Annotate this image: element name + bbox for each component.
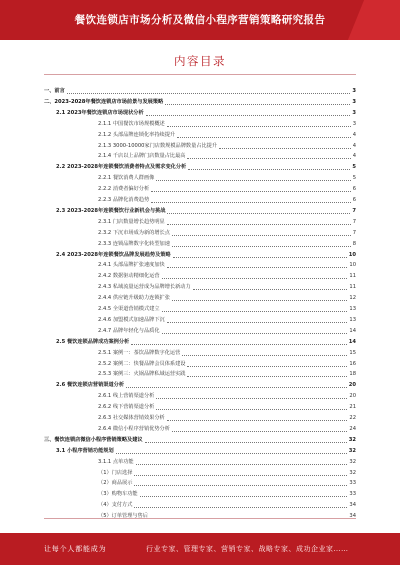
toc-dot-leader: [187, 158, 350, 159]
toc-entry[interactable]: [56, 162, 356, 173]
toc-dot-leader: [146, 115, 351, 116]
footer-slogan-right: 行业专家、管理专家、营销专家、战略专家、成功企业家……: [146, 545, 349, 553]
toc-entry-title: 2.4.5 全渠道营销模式建立: [98, 306, 160, 312]
toc-entry-page: 34: [349, 502, 356, 509]
toc-entry-title: 2.1 2023年餐饮连锁店市场现状分析: [56, 109, 144, 116]
toc-top-divider: [44, 74, 356, 75]
toc-entry-page: 10: [348, 251, 356, 258]
toc-dot-leader: [67, 93, 351, 94]
toc-entry-title: 三、餐饮连锁店微信小程序营销策略及建议: [44, 436, 143, 443]
toc-dot-leader: [167, 322, 348, 323]
toc-entry[interactable]: [98, 457, 356, 468]
toc-entry[interactable]: [98, 239, 356, 250]
toc-entry-page: 32: [349, 458, 356, 465]
toc-entry[interactable]: [98, 413, 356, 424]
toc-entry-page: 4: [352, 131, 356, 138]
toc-entry[interactable]: [44, 435, 356, 446]
toc-entry[interactable]: [98, 141, 356, 152]
toc-dot-leader: [167, 224, 351, 225]
toc-entry-page: 33: [349, 480, 356, 487]
toc-entry[interactable]: [98, 173, 356, 184]
toc-entry[interactable]: [98, 195, 356, 206]
toc-entry-title: 3.1 小程序营销功能规划: [56, 447, 114, 454]
toc-entry-page: 6: [352, 197, 356, 203]
toc-dot-leader: [134, 485, 347, 486]
toc-dot-leader: [162, 311, 348, 312]
toc-entry-title: （4）支付方式: [98, 502, 133, 509]
toc-dot-leader: [182, 355, 347, 356]
footer-slogan-left: 让每个人都能成为: [44, 545, 107, 553]
toc-entry-page: 8: [352, 240, 356, 247]
toc-entry-page: 7: [352, 218, 356, 225]
toc-entry-page: 32: [348, 436, 356, 443]
toc-dot-leader: [156, 180, 350, 181]
toc-entry-title: 2.5.1 案例一：茶饮品牌数字化运营: [98, 349, 181, 356]
toc-dot-leader: [145, 442, 347, 443]
toc-entry-page: 20: [349, 393, 356, 400]
toc-entry[interactable]: [98, 260, 356, 271]
toc-entry-title: 2.1.4 千店以上品牌门店数量占比最高: [98, 153, 186, 160]
toc-entry[interactable]: [98, 500, 356, 511]
toc-entry-title: 2.2 2023-2028年连锁餐饮消费者特点及需求变化分析: [56, 164, 187, 171]
toc-dot-leader: [172, 235, 351, 236]
toc-dot-leader: [167, 267, 348, 268]
toc-entry-title: 2.6.4 微信小程序营销优势分析: [98, 425, 170, 432]
toc-entry[interactable]: [98, 119, 356, 130]
toc-entry-page: 13: [349, 316, 356, 323]
toc-entry-page: 6: [352, 186, 356, 193]
toc-entry[interactable]: [98, 151, 356, 162]
toc-entry-page: 22: [349, 415, 356, 421]
toc-entry[interactable]: [56, 337, 356, 348]
toc-entry-title: 2.3 2023-2028年连锁餐饮行业新机会与挑战: [56, 207, 166, 214]
toc-entry-page: 7: [352, 229, 356, 236]
toc-entry[interactable]: [98, 130, 356, 141]
toc-entry-title: 2.4.4 供应链升级助力连锁扩张: [98, 295, 170, 302]
toc-entry-title: 2.5.3 案例三：火锅品牌私域运营实践: [98, 371, 186, 378]
toc-entry[interactable]: [56, 206, 356, 217]
toc-entry-title: 2.1.2 头部品牌连锁化率持续提升: [98, 131, 176, 138]
report-header-banner: [0, 0, 400, 40]
toc-entry[interactable]: [56, 108, 356, 119]
toc-dot-leader: [136, 464, 348, 465]
toc-entry-page: 24: [349, 425, 356, 432]
toc-entry[interactable]: [98, 304, 356, 315]
report-title: 餐饮连锁店市场分析及微信小程序营销策略研究报告: [74, 14, 326, 26]
toc-entry-title: 2.6.2 线下营销渠道分析: [98, 404, 155, 411]
toc-entry-page: 11: [349, 284, 356, 291]
toc-dot-leader: [167, 213, 350, 214]
toc-entry[interactable]: [44, 97, 356, 108]
toc-entry[interactable]: [98, 184, 356, 195]
toc-entry-page: 18: [349, 371, 356, 378]
toc-entry[interactable]: [56, 380, 356, 391]
toc-entry-title: 2.3.2 下沉市场成为新的增长点: [98, 229, 170, 236]
toc-entry-page: 15: [349, 349, 356, 356]
toc-entry-title: 二、2023-2028年餐饮连锁店市场前景与发展策略: [44, 98, 164, 105]
toc-entry[interactable]: [44, 86, 356, 97]
toc-entry-title: 2.2.1 餐饮消费人群画像: [98, 175, 155, 182]
toc-entry-page: 34: [349, 513, 356, 520]
toc-entry[interactable]: [98, 282, 356, 293]
toc-entry[interactable]: [98, 424, 356, 435]
toc-entry-page: 3: [352, 88, 356, 94]
toc-entry[interactable]: [98, 326, 356, 337]
toc-entry[interactable]: [98, 217, 356, 228]
toc-dot-leader: [151, 202, 351, 203]
toc-dot-leader: [177, 137, 351, 138]
toc-entry-title: 2.6.1 线上营销渠道分析: [98, 393, 155, 400]
toc-dot-leader: [151, 191, 351, 192]
toc-bottom-divider: [44, 518, 356, 519]
toc-entry[interactable]: [98, 511, 356, 522]
toc-entry-title: （2）商品展示: [98, 480, 133, 487]
toc-dot-leader: [134, 507, 347, 508]
toc-entry-page: 21: [349, 404, 356, 411]
toc-entry-page: 14: [348, 338, 356, 345]
toc-entry-page: 3: [352, 109, 356, 116]
toc-entry[interactable]: [98, 468, 356, 479]
toc-dot-leader: [187, 366, 347, 367]
toc-entry-title: 2.5 餐饮连锁品牌成功案例分析: [56, 338, 130, 345]
toc-entry[interactable]: [56, 250, 356, 261]
toc-entry[interactable]: [98, 271, 356, 282]
toc-entry-title: 2.4.6 加盟模式加速品牌下沉: [98, 316, 165, 323]
toc-dot-leader: [162, 333, 348, 334]
toc-dot-leader: [156, 398, 347, 399]
toc-entry-page: 5: [352, 175, 356, 182]
toc-dot-leader: [131, 344, 347, 345]
toc-entry-title: 2.1.1 中国餐饮市场规模概述: [98, 120, 165, 127]
toc-entry-page: 20: [348, 382, 356, 389]
toc-entry-page: 5: [352, 164, 356, 171]
toc-entry-title: 2.4.2 数据驱动精细化运营: [98, 273, 160, 280]
toc-entry-page: 10: [349, 262, 356, 269]
toc-entry-title: （1）门店选择: [98, 469, 133, 476]
toc-entry[interactable]: [98, 315, 356, 326]
toc-dot-leader: [167, 420, 348, 421]
toc-entry[interactable]: [98, 228, 356, 239]
toc-entry-title: 2.4.1 头部品牌扩张速度加快: [98, 262, 165, 269]
toc-entry-title: 2.4.3 私域流量运营成为品牌增长新动力: [98, 284, 191, 291]
report-footer-banner: [0, 533, 400, 565]
toc-entry-title: 2.4.7 品牌年轻化与品质化: [98, 327, 160, 334]
toc-entry[interactable]: [98, 348, 356, 359]
toc-dot-leader: [162, 278, 348, 279]
toc-dot-leader: [156, 409, 347, 410]
toc-entry-page: 13: [349, 306, 356, 312]
toc-entry[interactable]: [98, 489, 356, 500]
toc-entry-page: 7: [352, 207, 356, 214]
toc-entry[interactable]: [56, 446, 356, 457]
toc-entry-page: 3: [352, 98, 356, 105]
toc-entry-title: 2.2.3 品牌化消费趋势: [98, 197, 150, 203]
toc-entry-page: 16: [349, 360, 356, 367]
toc-entry-title: 一、前言: [44, 88, 65, 94]
toc-entry-title: 2.5.2 案例二：快餐品牌会员体系建设: [98, 360, 186, 367]
toc-entry-page: 32: [348, 447, 356, 454]
toc-entry-page: 3: [352, 120, 356, 127]
toc-dot-leader: [116, 453, 347, 454]
toc-entry-page: 32: [349, 469, 356, 476]
toc-entry[interactable]: [98, 293, 356, 304]
toc-heading: 内容目录: [174, 54, 226, 68]
toc-entry-title: 2.2.2 消费者偏好分析: [98, 186, 150, 193]
toc-entry-title: 2.6 餐饮连锁店营销渠道分析: [56, 382, 125, 389]
toc-entry-title: 2.4 2023-2028年连锁餐饮品牌发展趋势及策略: [56, 251, 171, 258]
toc-entry-title: 2.3.1 门店数量增长趋势明显: [98, 218, 165, 225]
toc-dot-leader: [172, 246, 351, 247]
toc-entry-title: 2.1.3 3000-10000家门店数规模品牌数量占比提升: [98, 142, 218, 149]
toc-entry[interactable]: [98, 369, 356, 380]
toc-entry-page: 14: [349, 327, 356, 334]
toc-dot-leader: [219, 148, 351, 149]
toc-entry-page: 4: [352, 142, 356, 149]
toc-dot-leader: [172, 300, 347, 301]
toc-dot-leader: [188, 169, 350, 170]
toc-entry-page: 12: [349, 295, 356, 302]
toc-entry-title: 2.3.3 连锁品牌数字化转型加速: [98, 240, 170, 247]
toc-dot-leader: [173, 257, 347, 258]
toc-entry-title: （3）购物车功能: [98, 491, 138, 498]
toc-entry-title: 3.1.1 点单功能: [98, 458, 134, 465]
toc-dot-leader: [187, 376, 347, 377]
toc-entry[interactable]: [98, 359, 356, 370]
toc-dot-leader: [193, 289, 348, 290]
toc-entry-title: （5）订单管理与售后: [98, 513, 148, 520]
toc-entry[interactable]: [98, 391, 356, 402]
toc-entry[interactable]: [98, 478, 356, 489]
toc-dot-leader: [140, 496, 348, 497]
toc-dot-leader: [134, 475, 347, 476]
toc-dot-leader: [165, 104, 350, 105]
toc-dot-leader: [167, 126, 351, 127]
toc-entry[interactable]: [98, 402, 356, 413]
toc-dot-leader: [126, 387, 347, 388]
toc-entry-page: 4: [352, 153, 356, 160]
toc-dot-leader: [172, 431, 347, 432]
toc-entry-page: 11: [349, 273, 356, 280]
toc-entry-title: 2.6.3 社交媒体营销效果分析: [98, 415, 165, 421]
toc-entry-page: 33: [349, 491, 356, 498]
